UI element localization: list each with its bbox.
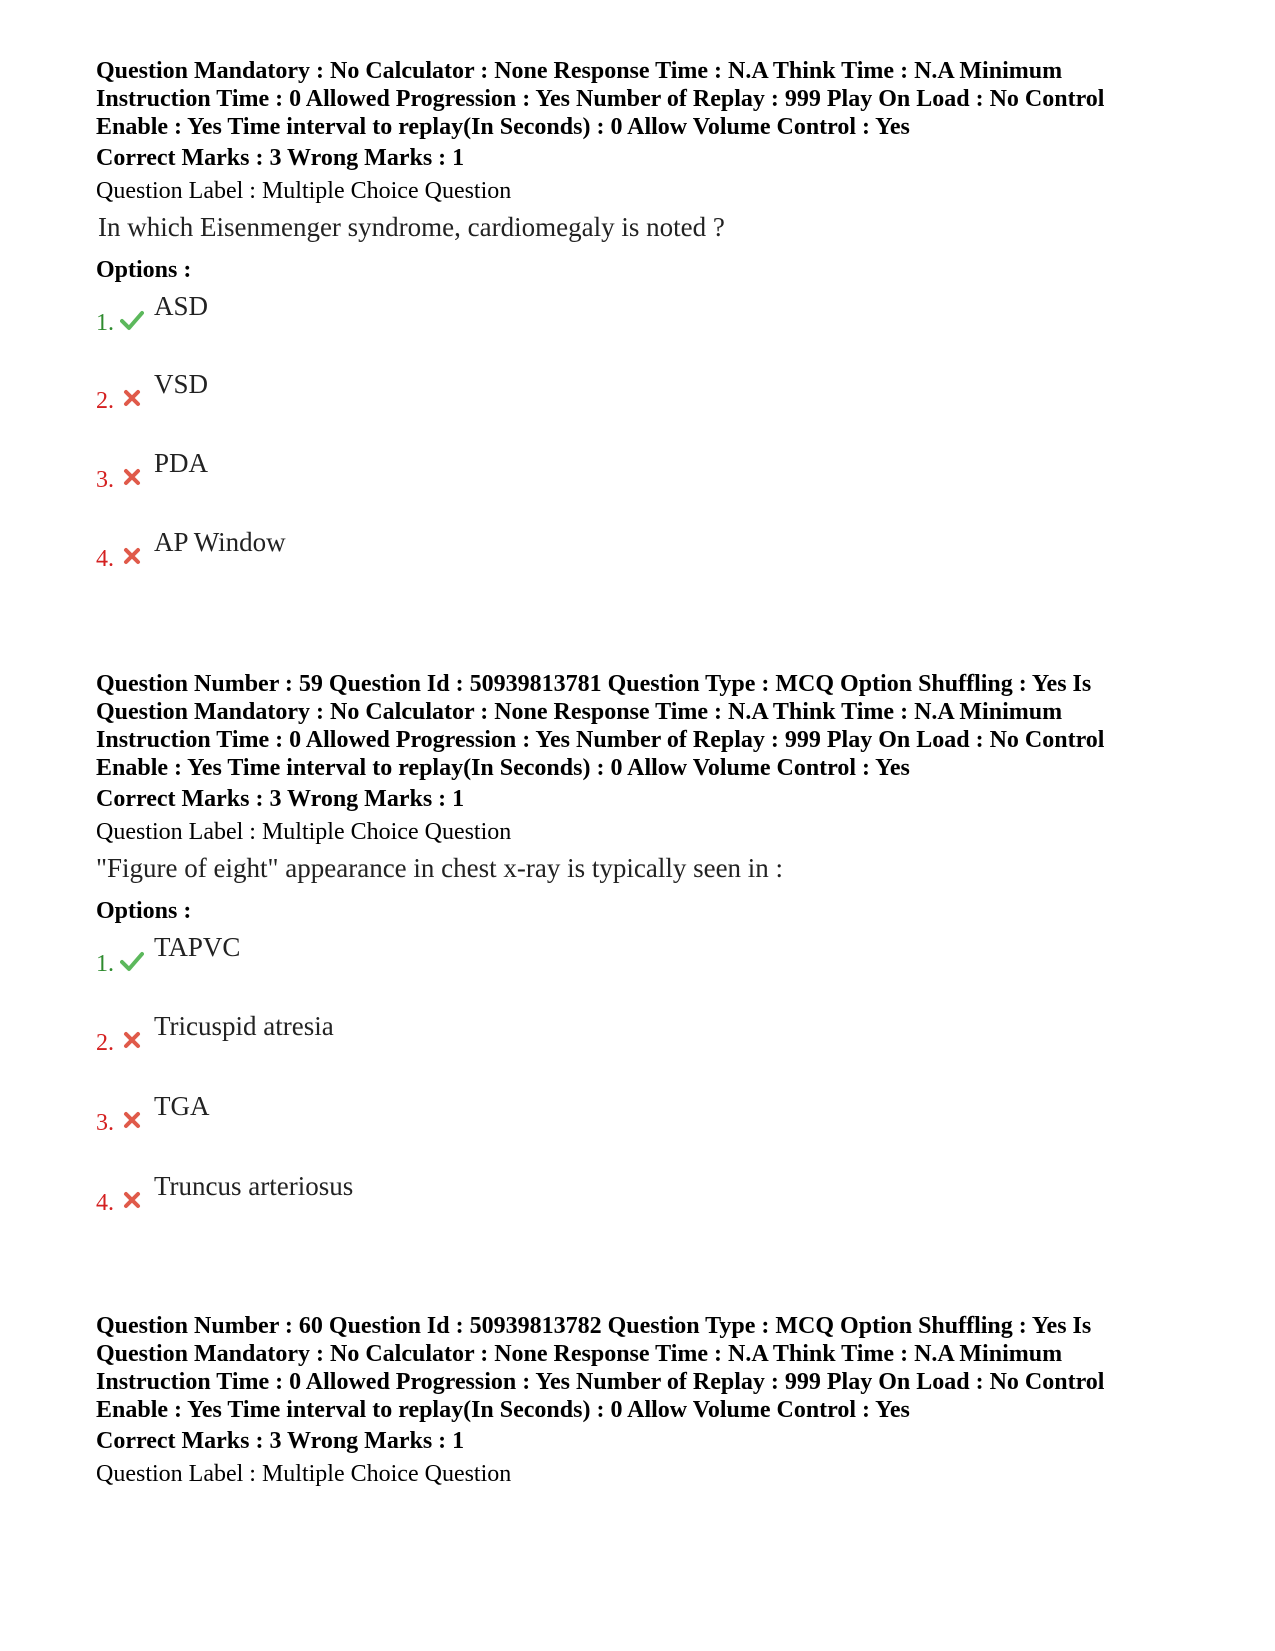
option-text: Truncus arteriosus bbox=[154, 1171, 354, 1201]
option-item bbox=[96, 1010, 696, 1056]
option-text: Tricuspid atresia bbox=[154, 1011, 334, 1041]
option-text: TGA bbox=[154, 1091, 210, 1121]
cross-icon bbox=[120, 1108, 144, 1132]
marks-line: Correct Marks : 3 Wrong Marks : 1 bbox=[96, 145, 465, 171]
option-text: TAPVC bbox=[154, 932, 241, 962]
meta-line: Instruction Time : 0 Allowed Progression : Yes Number of Replay : 999 Play On Load : No Control bbox=[96, 727, 1105, 753]
option-item bbox=[96, 1090, 696, 1136]
option-text: VSD bbox=[154, 369, 209, 399]
option-text: AP Window bbox=[154, 527, 286, 557]
question-text: "Figure of eight" appearance in chest x-ray is typically seen in : bbox=[96, 853, 784, 883]
meta-line: Question Mandatory : No Calculator : None Response Time : N.A Think Time : N.A Minimum bbox=[96, 58, 1063, 84]
cross-icon bbox=[120, 465, 144, 489]
question-label: Question Label : Multiple Choice Question bbox=[96, 819, 512, 845]
option-item bbox=[96, 1170, 696, 1216]
option-item bbox=[96, 931, 696, 977]
meta-line: Enable : Yes Time interval to replay(In Seconds) : 0 Allow Volume Control : Yes bbox=[96, 755, 910, 781]
option-number: 1. bbox=[96, 951, 114, 977]
option-number: 3. bbox=[96, 467, 114, 493]
cross-icon bbox=[120, 1188, 144, 1212]
meta-line: Question Mandatory : No Calculator : None Response Time : N.A Think Time : N.A Minimum bbox=[96, 699, 1063, 725]
option-text: ASD bbox=[154, 291, 209, 321]
option-number: 1. bbox=[96, 310, 114, 336]
cross-icon bbox=[120, 1028, 144, 1052]
cross-icon bbox=[120, 544, 144, 568]
cross-icon bbox=[120, 386, 144, 410]
check-icon bbox=[120, 308, 144, 332]
meta-line: Instruction Time : 0 Allowed Progression : Yes Number of Replay : 999 Play On Load : No Control bbox=[96, 86, 1105, 112]
option-item bbox=[96, 290, 696, 336]
question-label: Question Label : Multiple Choice Question bbox=[96, 1461, 512, 1487]
meta-line: Question Number : 60 Question Id : 50939813782 Question Type : MCQ Option Shuffling : Yes Is bbox=[96, 1313, 1092, 1339]
option-number: 2. bbox=[96, 388, 114, 414]
question-meta-block bbox=[96, 57, 1216, 141]
options-heading: Options : bbox=[96, 898, 192, 924]
meta-line: Question Number : 59 Question Id : 50939813781 Question Type : MCQ Option Shuffling : Yes Is bbox=[96, 671, 1092, 697]
question-label: Question Label : Multiple Choice Question bbox=[96, 178, 512, 204]
options-heading: Options : bbox=[96, 257, 192, 283]
meta-line: Instruction Time : 0 Allowed Progression : Yes Number of Replay : 999 Play On Load : No Control bbox=[96, 1369, 1105, 1395]
marks-line: Correct Marks : 3 Wrong Marks : 1 bbox=[96, 786, 465, 812]
option-item bbox=[96, 526, 696, 572]
option-item bbox=[96, 368, 696, 414]
option-number: 3. bbox=[96, 1110, 114, 1136]
meta-line: Question Mandatory : No Calculator : None Response Time : N.A Think Time : N.A Minimum bbox=[96, 1341, 1063, 1367]
option-item bbox=[96, 447, 696, 493]
check-icon bbox=[120, 949, 144, 973]
meta-line: Enable : Yes Time interval to replay(In Seconds) : 0 Allow Volume Control : Yes bbox=[96, 1397, 910, 1423]
question-meta-block bbox=[96, 670, 1216, 782]
question-text: In which Eisenmenger syndrome, cardiomegaly is noted ? bbox=[98, 212, 725, 242]
option-number: 4. bbox=[96, 1190, 114, 1216]
option-text: PDA bbox=[154, 448, 209, 478]
marks-line: Correct Marks : 3 Wrong Marks : 1 bbox=[96, 1428, 465, 1454]
meta-line: Enable : Yes Time interval to replay(In Seconds) : 0 Allow Volume Control : Yes bbox=[96, 114, 910, 140]
option-number: 2. bbox=[96, 1030, 114, 1056]
question-meta-block bbox=[96, 1312, 1216, 1424]
option-number: 4. bbox=[96, 546, 114, 572]
